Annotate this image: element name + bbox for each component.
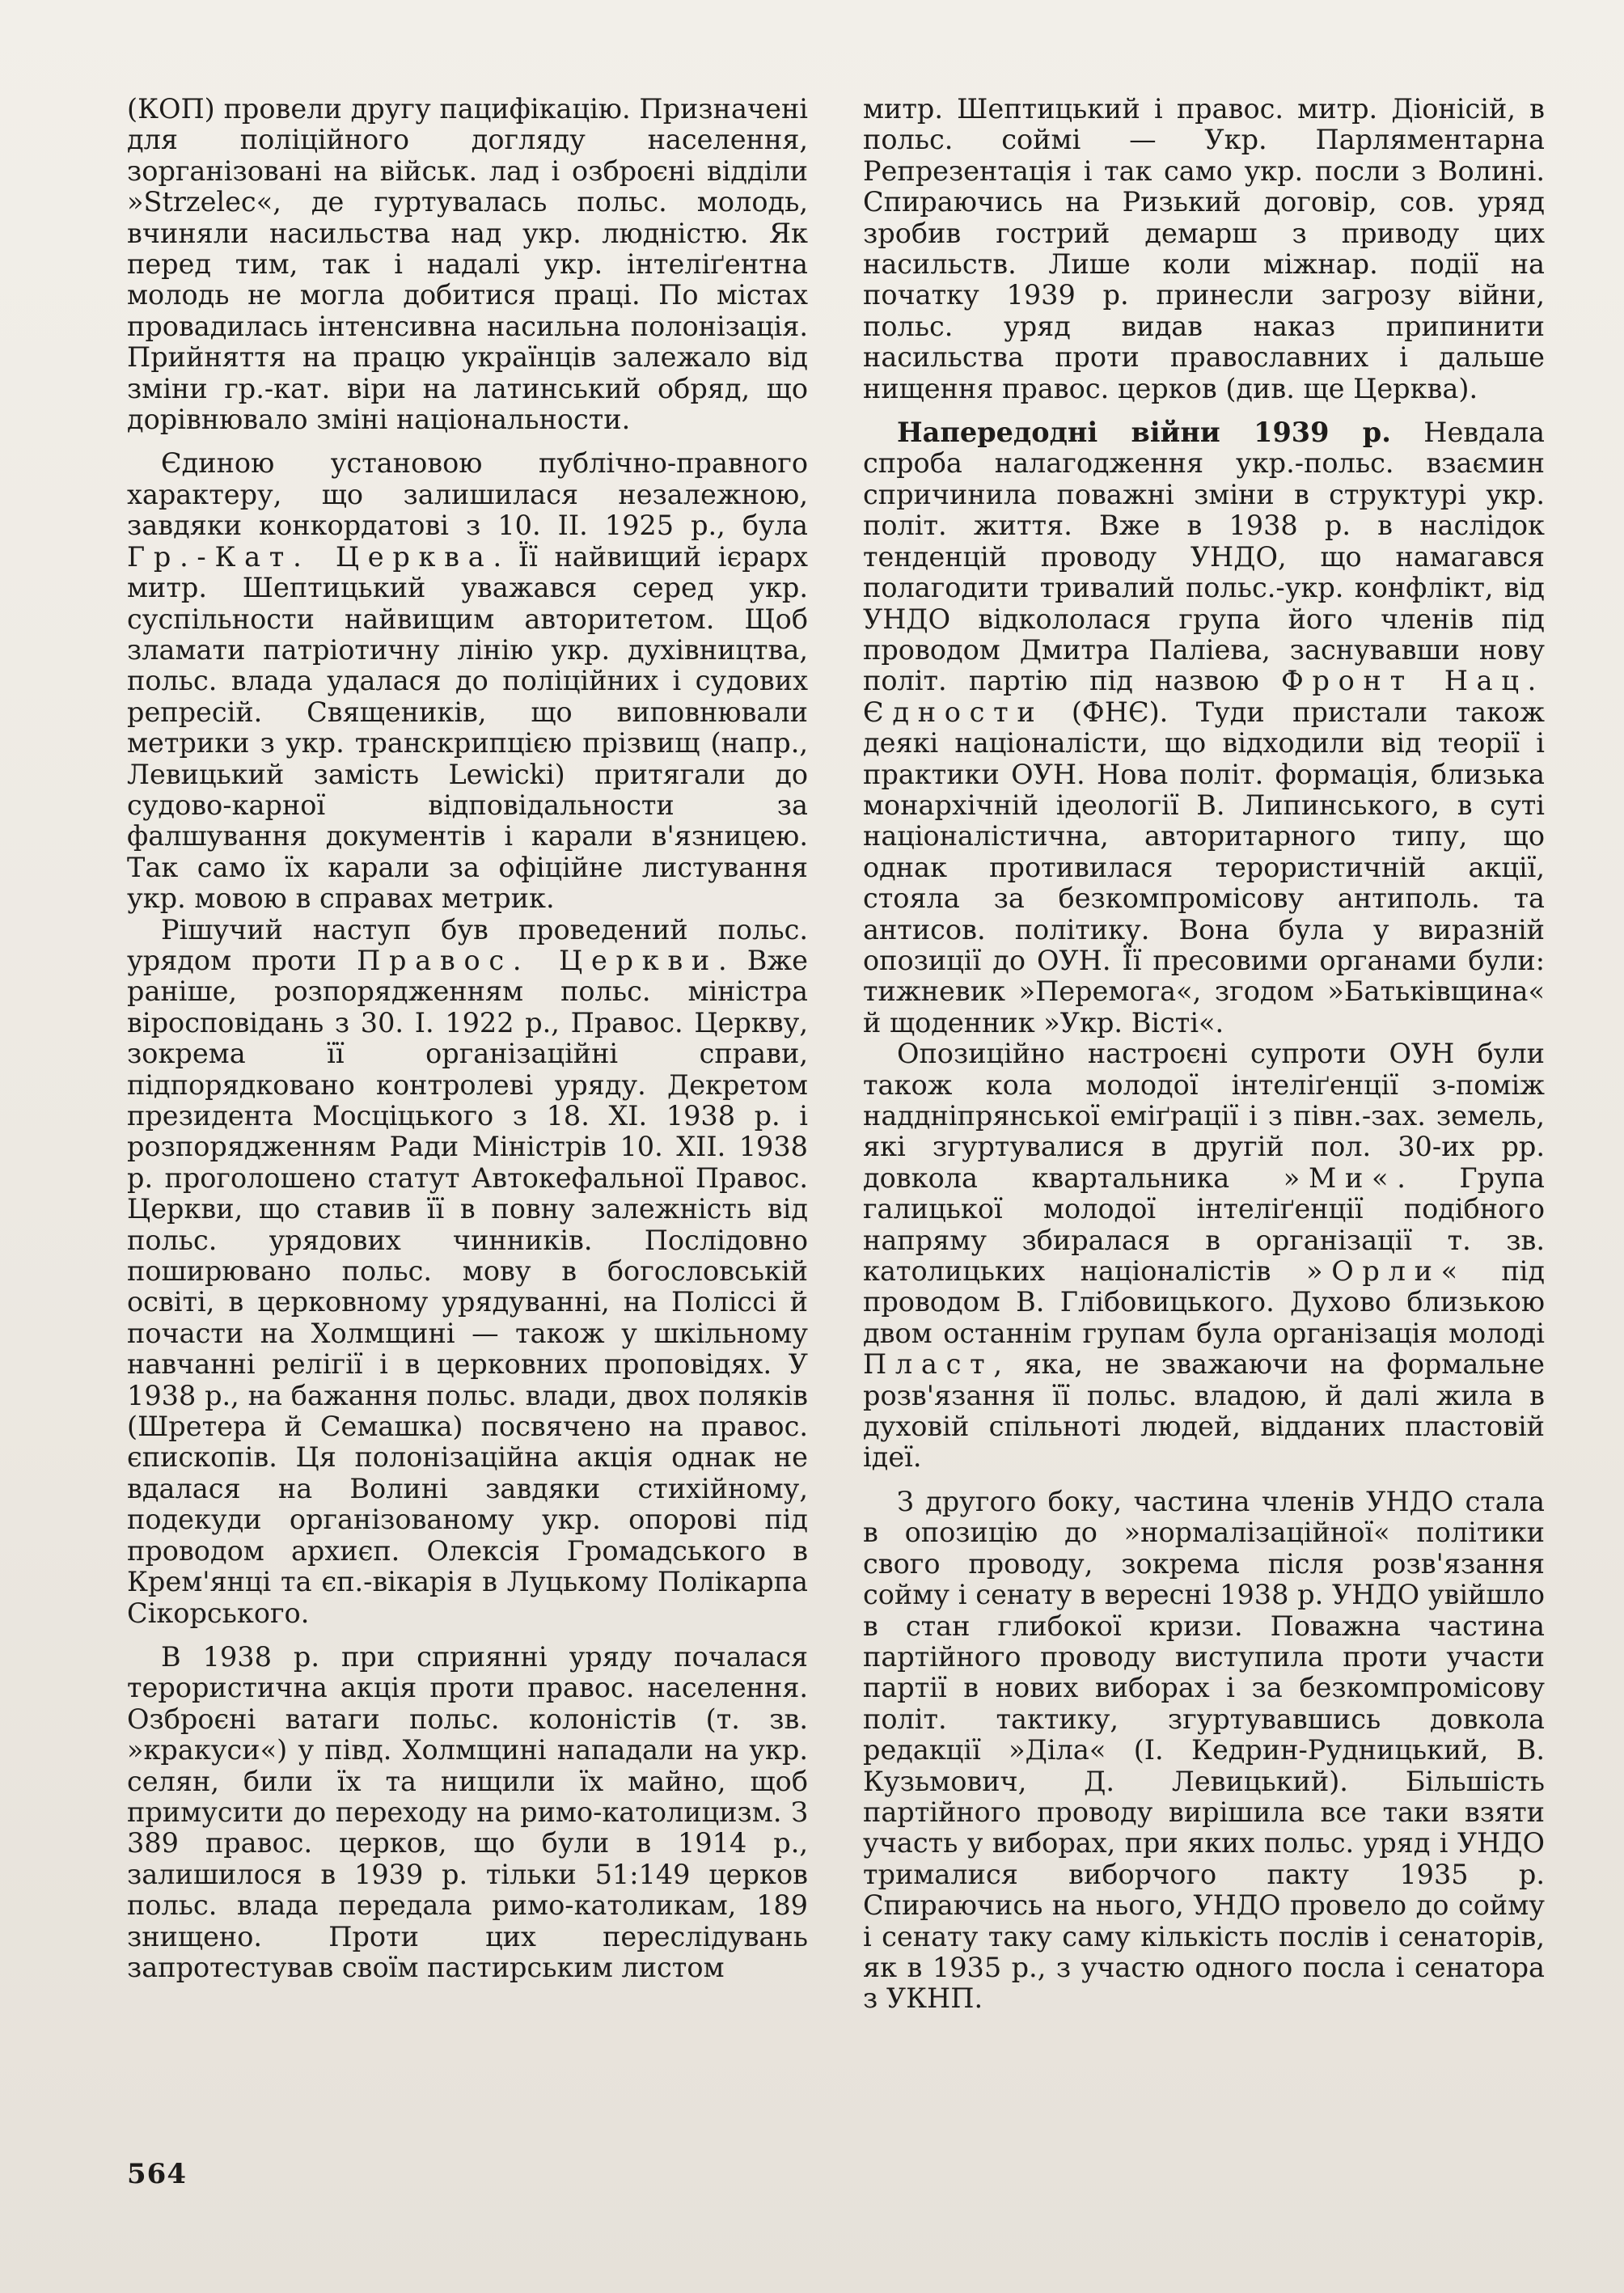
text-run: Опозиційно настроєні супроти ОУН були також кола молодої інтеліґенції з-поміж наддніпрянської еміґрації і з півн.-зах. земель, які згуртувалися в другій пол. 30-их рр. довкола квартальника — [863, 1038, 1545, 1194]
text-run: (ФНЄ). Туди пристали також деякі націоналісти, що відходили від теорії і практики ОУН. Нова політ. формація, близька монархічній ідеології В. Липинського, в суті націоналістична, авторитарного типу, що однак противилася терористичній акції, стояла за безкомпромісову антиполь. та антисов. політику. Вона була у виразній опозиції до ОУН. Її пресовими органами були: тижневик »Перемога«, згодом »Батьківщина« й щоденник »Укр. Вісті«. — [863, 696, 1545, 1039]
text-run: , яка, не зважаючи на формальне розв'язання її польс. владою, й далі жила в духовій спільноті людей, відданих пластовій ідеї. — [863, 1348, 1545, 1474]
spaced-term: Пласт — [863, 1348, 994, 1381]
paragraph — [863, 1039, 1545, 1474]
right-text-column — [863, 94, 1545, 2015]
paragraph — [127, 448, 808, 914]
text-run: під проводом В. Глібовицького. Духово близькою двом останнім групам була організація молоді — [863, 1255, 1545, 1349]
page-number: 564 — [127, 2158, 187, 2190]
text-run: . Вже раніше, розпорядженням польс. міністра віросповідань з 30. I. 1922 р., Правос. Церкву, зокрема її організаційні справи, підпорядковано контролеві уряду. Декретом президента Мосціцького з 18. XI. 1938 р. і розпорядженням Ради Міністрів 10. XII. 1938 р. проголошено статут Автокефальної Правос. Церкви, що ставив її в повну залежність від польс. урядових чинників. Послідовно поширювано польс. мову в богословській освіті, в церковному урядуванні, на Поліссі й почасти на Холмщині — також у шкільному навчанні релігії і в церковних проповідях. У 1938 р., на бажання польс. влади, двох поляків (Шретера й Семашка) посвячено на правос. єпископів. Ця полонізаційна акція однак не вдалася на Волині завдяки стихійному, подекуди організованому укр. опорові під проводом архиєп. Олексія Громадського в Крем'янці та єп.-вікарія в Луцькому Полікарпа Сікорського. — [127, 944, 808, 1629]
text-run: Рішучий наступ був проведений польс. урядом проти — [127, 913, 808, 976]
paragraph: митр. Шептицький і правос. митр. Діонісій, в польс. соймі — Укр. Парляментарна Репрезентація і так само укр. посли з Волині. Спираючись на Ризький договір, сов. уряд зробив гострий демарш з приводу цих насильств. Лише коли міжнар. події на початку 1939 р. принесли загрозу війни, польс. уряд видав наказ припинити насильства проти православних і дальше нищення правос. церков (див. ще Церква). — [863, 93, 1545, 404]
spaced-term: Гр.-Кат. Церква — [127, 540, 493, 573]
section-heading: Напередодні війни 1939 р. — [897, 417, 1391, 449]
text-run: . Її найвищий ієрарх митр. Шептицький уважався серед укр. суспільности найвищим авторитетом. Щоб зламати патріотичну лінію укр. духівництва, польс. влада удалася до поліційних і судових репресій. Священиків, що виповнювали метрики з укр. транскрипцією прізвищ (напр., Левицький замість Lewicki) притягали до судово-карної відповідальности за фалшування документів і карали в'язницею. Так само їх карали за офіційне листування укр. мовою в справах метрик. — [127, 540, 808, 915]
spaced-term: Правос. Церкви — [357, 944, 718, 976]
spaced-term: »Орли« — [1306, 1255, 1466, 1288]
paragraph: В 1938 р. при сприянні уряду почалася терористична акція проти правос. населення. Озброєні ватаги польс. колоністів (т. зв. »кракуси«) у півд. Холмщині нападали на укр. селян, били їх та нищили їх майно, щоб примусити до переходу на римо-католицизм. З 389 правос. церков, що були в 1914 р., залишилося в 1939 р. тільки 51:149 церков польс. влада передала римо-католикам, 189 знищено. Проти цих переслідувань запротестував своїм пастирським листом — [127, 1640, 808, 1983]
spaced-term: Фронт Нац. Єдности — [863, 665, 1545, 728]
paragraph: (КОП) провели другу пацифікацію. Призначені для поліційного догляду населення, зорганізовані на військ. лад і озброєні відділи »Strzelec«, де гуртувалась польс. молодь, вчиняли насильства над укр. людністю. Як перед тим, так і надалі укр. інтеліґентна молодь не могла добитися праці. По містах провадилась інтенсивна насильна полонізація. Прийняття на працю українців залежало від зміни гр.-кат. віри на латинський обряд, що дорівнювало зміні національности. — [127, 93, 808, 436]
left-text-column — [127, 94, 808, 1983]
paragraph: З другого боку, частина членів УНДО стала в опозицію до »нормалізаційної« політики свого проводу, зокрема після розв'язання сойму і сенату в вересні 1938 р. УНДО увійшло в стан глибокої кризи. Поважна частина партійного проводу виступила проти участи партії в нових виборах і за безкомпромісову політ. тактику, згуртувавшись довкола редакції »Діла« (І. Кедрин-Рудницький, В. Кузьмович, Д. Левицький). Більшість партійного проводу вирішила все таки взяти участь у виборах, при яких польс. уряд і УНДО трималися виборчого пакту 1935 р. Спираючись на нього, УНДО провело до сойму і сенату таку саму кількість послів і сенаторів, як в 1935 р., з участю одного посла і сенатора з УКНП. — [863, 1485, 1545, 2015]
paragraph — [127, 915, 808, 1629]
text-run: Єдиною установою публічно-правного характеру, що залишилася незалежною, завдяки конкордатові з 10. II. 1925 р., була — [127, 447, 808, 542]
paragraph — [863, 417, 1545, 1039]
spaced-term: »Ми« — [1283, 1161, 1398, 1194]
text-run: Невдала спроба налагодження укр.-польс. взаємин спричинила поважні зміни в структурі укр. політ. життя. Вже в 1938 р. в наслідок тенденцій проводу УНДО, що намагався полагодити тривалий польс.-укр. конфлікт, від УНДО відкололася група його членів під проводом Дмитра Паліева, заснувавши нову політ. партію під назвою — [863, 417, 1545, 697]
text-run: . Група галицької молодої інтеліґенції подібного напряму збиралася в організації т. зв. католицьких націоналістів — [863, 1161, 1545, 1288]
